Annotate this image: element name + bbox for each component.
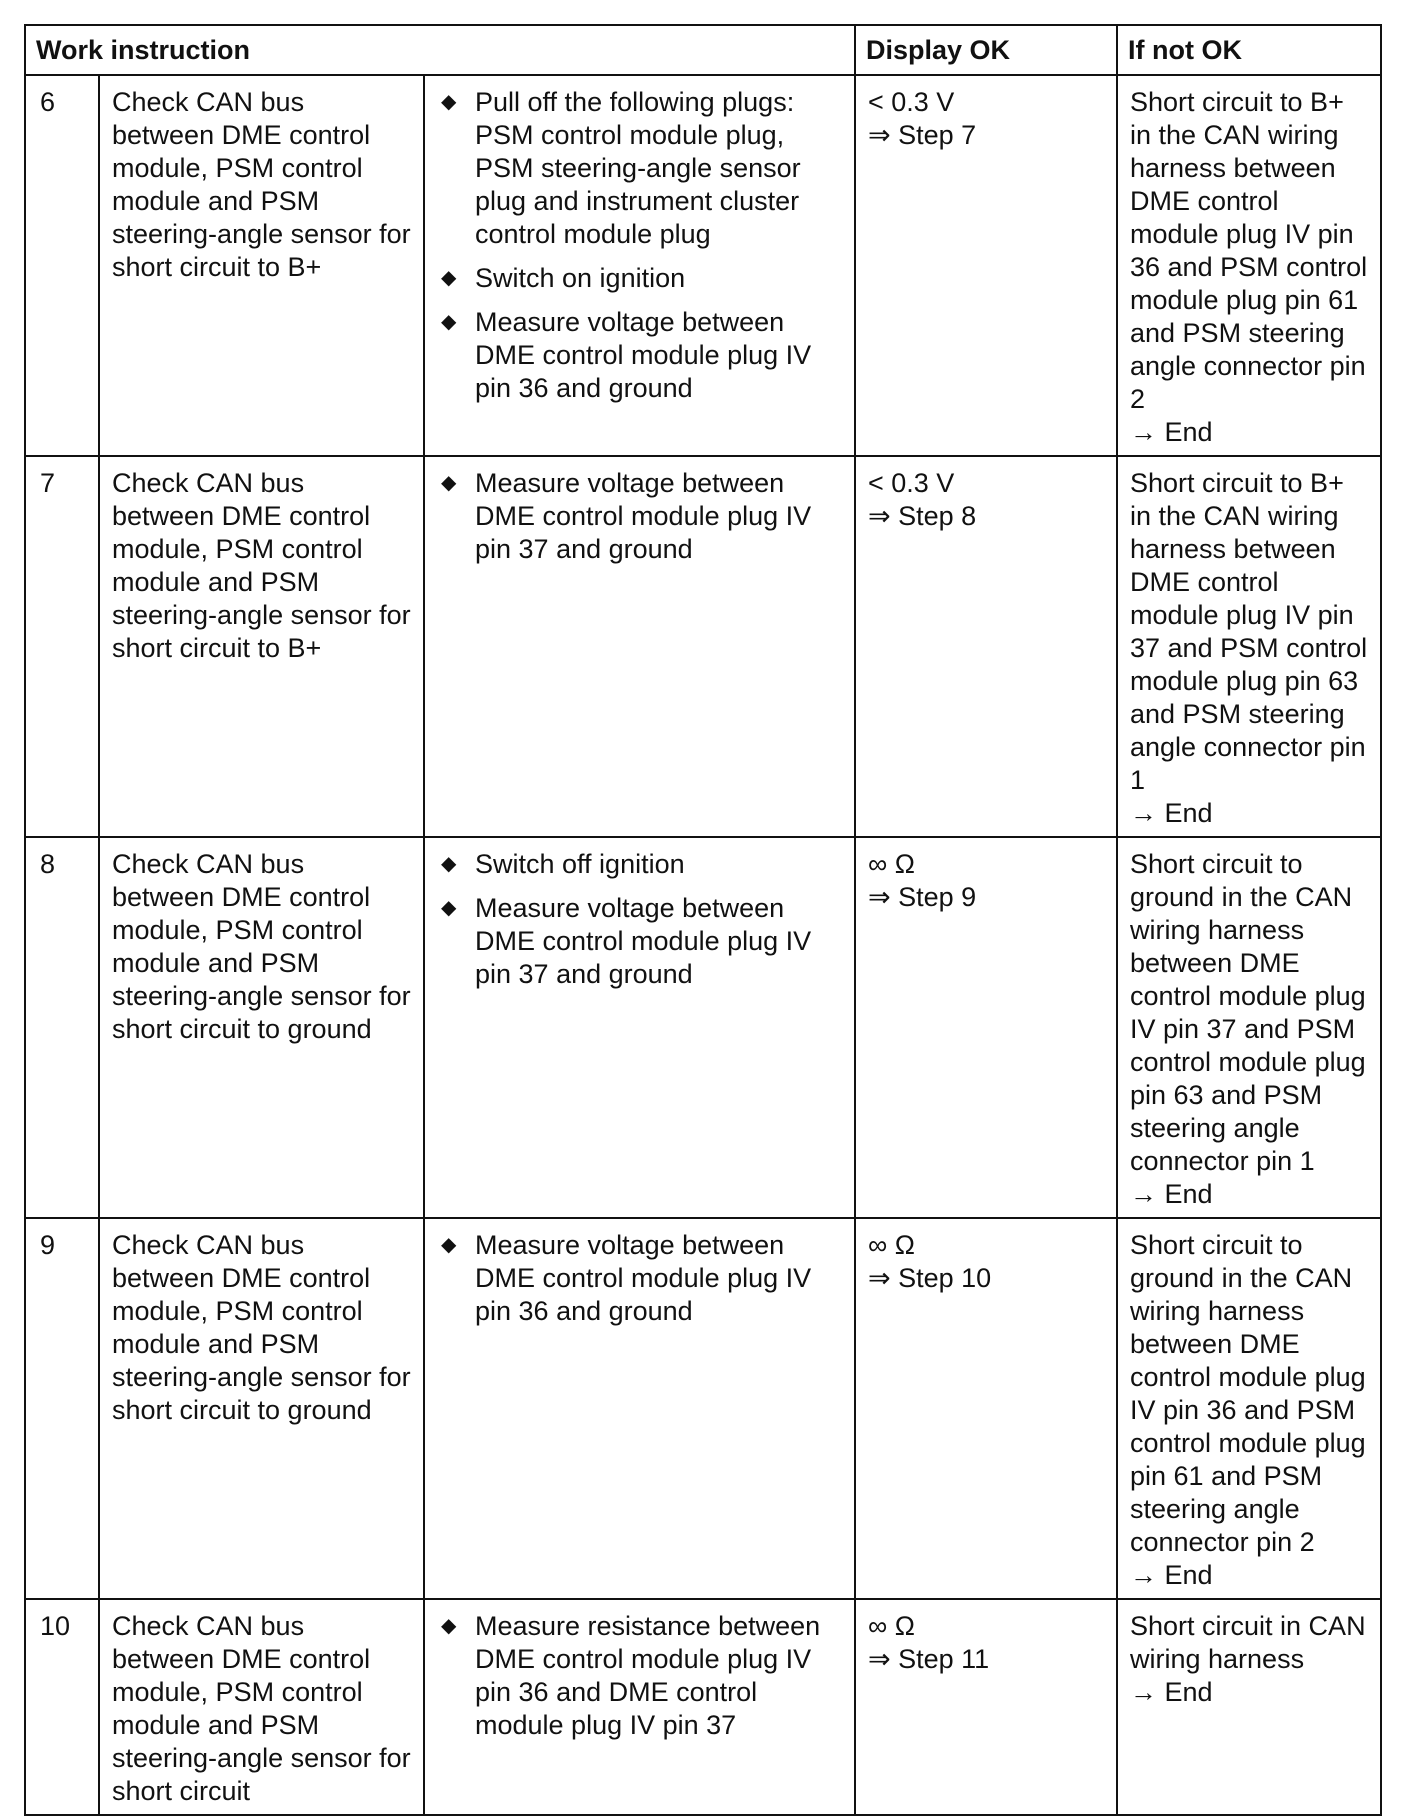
instruction-item: [437, 306, 844, 405]
step-instructions: [424, 456, 855, 837]
next-step-ref: ⇒ Step 11: [868, 1644, 990, 1674]
fault-description: Short circuit to ground in the CAN wiring harness between DME control module plug IV pin 37 and PSM control module plug pin 63 and PSM steering angle connector pin 1: [1130, 849, 1366, 1176]
instruction-item: [437, 1610, 844, 1742]
instruction-list: [437, 467, 844, 566]
fault-description: Short circuit to B+ in the CAN wiring harness between DME control module plug IV pin 36 and PSM control module plug pin 61 and PSM steering angle connector pin 2: [1130, 87, 1368, 414]
end-ref: → End: [1130, 1179, 1213, 1209]
display-ok-cell: [855, 75, 1117, 456]
if-not-ok-cell: [1117, 1218, 1381, 1599]
work-instruction-document: [24, 24, 1382, 1816]
instruction-text: Switch off ignition: [475, 849, 685, 879]
instruction-list: [437, 1610, 844, 1742]
expected-value: ∞ Ω: [868, 1611, 915, 1641]
if-not-ok-cell: [1117, 456, 1381, 837]
instruction-item: [437, 1229, 844, 1328]
step-instructions: [424, 837, 855, 1218]
table-row: [25, 456, 1381, 837]
step-number: 6: [25, 75, 99, 456]
next-step-ref: ⇒ Step 7: [868, 120, 977, 150]
next-step-ref: ⇒ Step 10: [868, 1263, 992, 1293]
end-ref: → End: [1130, 1677, 1213, 1707]
instruction-list: [437, 1229, 844, 1328]
step-description: Check CAN bus between DME control module, PSM control module and PSM steering-angle sensor for short circuit to B+: [99, 456, 424, 837]
work-instruction-table: [24, 24, 1382, 1816]
instruction-item: [437, 262, 844, 295]
instruction-item: [437, 86, 844, 251]
instruction-text: Measure voltage between DME control module plug IV pin 37 and ground: [475, 468, 812, 564]
step-number: 10: [25, 1599, 99, 1815]
next-step-ref: ⇒ Step 8: [868, 501, 977, 531]
instruction-list: [437, 848, 844, 991]
instruction-text: Switch on ignition: [475, 263, 686, 293]
instruction-item: [437, 467, 844, 566]
display-ok-cell: [855, 1599, 1117, 1815]
display-ok-cell: [855, 456, 1117, 837]
instruction-text: Measure voltage between DME control module plug IV pin 36 and ground: [475, 1230, 812, 1326]
bullet-diamond-icon: ◆: [441, 267, 457, 289]
instruction-text: Measure resistance between DME control module plug IV pin 36 and DME control module plug IV pin 37: [475, 1611, 821, 1740]
header-if-not-ok: If not OK: [1117, 25, 1381, 75]
step-number: 9: [25, 1218, 99, 1599]
expected-value: < 0.3 V: [868, 468, 955, 498]
step-description: Check CAN bus between DME control module, PSM control module and PSM steering-angle sensor for short circuit to ground: [99, 1218, 424, 1599]
next-step-ref: ⇒ Step 9: [868, 882, 977, 912]
table-row: [25, 1599, 1381, 1815]
step-description: Check CAN bus between DME control module, PSM control module and PSM steering-angle sensor for short circuit: [99, 1599, 424, 1815]
step-instructions: [424, 1599, 855, 1815]
end-ref: → End: [1130, 1560, 1213, 1590]
if-not-ok-cell: [1117, 837, 1381, 1218]
bullet-diamond-icon: ◆: [441, 311, 457, 333]
end-ref: → End: [1130, 417, 1213, 447]
fault-description: Short circuit to ground in the CAN wiring harness between DME control module plug IV pin 36 and PSM control module plug pin 61 and PSM steering angle connector pin 2: [1130, 1230, 1366, 1557]
bullet-diamond-icon: ◆: [441, 1615, 457, 1637]
step-description: Check CAN bus between DME control module, PSM control module and PSM steering-angle sensor for short circuit to ground: [99, 837, 424, 1218]
instruction-item: [437, 848, 844, 881]
table-row: [25, 837, 1381, 1218]
table-row: [25, 1218, 1381, 1599]
step-number: 8: [25, 837, 99, 1218]
expected-value: < 0.3 V: [868, 87, 955, 117]
bullet-diamond-icon: ◆: [441, 1234, 457, 1256]
header-display-ok: Display OK: [855, 25, 1117, 75]
step-number: 7: [25, 456, 99, 837]
step-instructions: [424, 75, 855, 456]
bullet-diamond-icon: ◆: [441, 853, 457, 875]
fault-description: Short circuit in CAN wiring harness: [1130, 1611, 1366, 1674]
instruction-list: [437, 86, 844, 405]
if-not-ok-cell: [1117, 1599, 1381, 1815]
expected-value: ∞ Ω: [868, 849, 915, 879]
expected-value: ∞ Ω: [868, 1230, 915, 1260]
table-header-row: [25, 25, 1381, 75]
if-not-ok-cell: [1117, 75, 1381, 456]
header-work-instruction: Work instruction: [25, 25, 855, 75]
step-instructions: [424, 1218, 855, 1599]
fault-description: Short circuit to B+ in the CAN wiring harness between DME control module plug IV pin 37 and PSM control module plug pin 63 and PSM steering angle connector pin 1: [1130, 468, 1368, 795]
step-description: Check CAN bus between DME control module, PSM control module and PSM steering-angle sensor for short circuit to B+: [99, 75, 424, 456]
end-ref: → End: [1130, 798, 1213, 828]
bullet-diamond-icon: ◆: [441, 472, 457, 494]
display-ok-cell: [855, 1218, 1117, 1599]
instruction-text: Measure voltage between DME control module plug IV pin 37 and ground: [475, 893, 812, 989]
bullet-diamond-icon: ◆: [441, 91, 457, 113]
table-row: [25, 75, 1381, 456]
instruction-item: [437, 892, 844, 991]
instruction-text: Pull off the following plugs: PSM control module plug, PSM steering-angle sensor plug and instrument cluster control module plug: [475, 87, 801, 249]
bullet-diamond-icon: ◆: [441, 897, 457, 919]
display-ok-cell: [855, 837, 1117, 1218]
instruction-text: Measure voltage between DME control module plug IV pin 36 and ground: [475, 307, 812, 403]
